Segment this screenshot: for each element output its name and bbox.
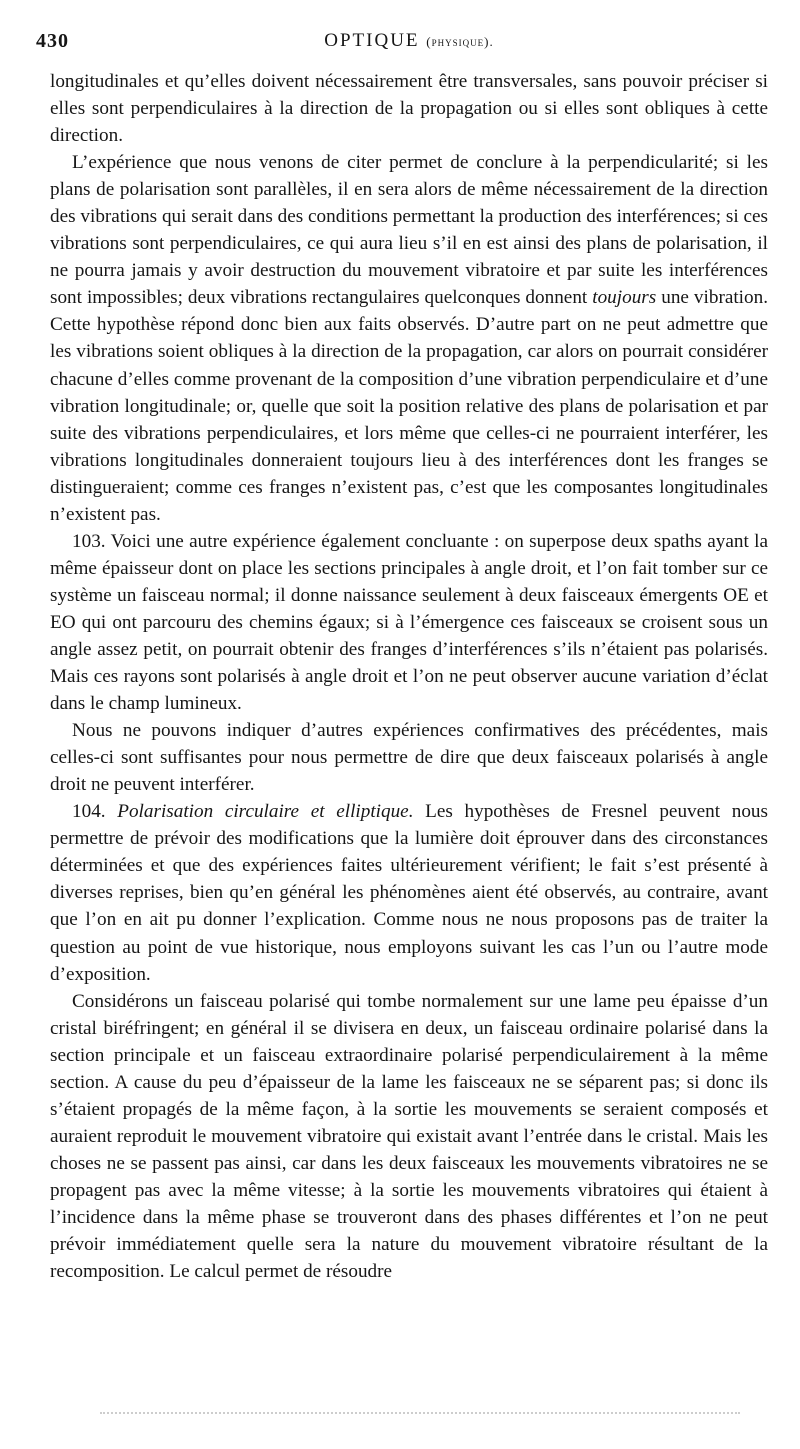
running-title-sub: (physique).	[426, 34, 494, 49]
footer-dotted-rule	[100, 1412, 740, 1415]
paragraph-3	[50, 528, 768, 717]
section-number-103: 103.	[72, 530, 106, 552]
book-page	[36, 30, 769, 1285]
paragraph-2-italic: toujours	[592, 287, 657, 309]
paragraph-4: Nous ne pouvons indiquer d’autres expériences confirmatives des précédentes, mais celles-ci sont suffisantes pour nous permettre de dire que deux faisceaux polarisés à angle droit ne peuvent interférer.	[50, 720, 768, 796]
paragraph-3-text: Voici une autre expérience également concluante : on superpose deux spaths ayant la même épaisseur dont on place les sections principales à angle droit, et l’on fait tomber sur ce système un faisceau normal; il donne naissance seulement à deux faisceaux émergents OE et EO qui ont parcouru des chemins égaux; si à l’émergence ces faisceaux se croisent sous un angle assez petit, on pourrait obtenir des franges d’interférences s’ils n’étaient pas polarisés. Mais ces rayons sont polarisés à angle droit et l’on ne peut observer aucune variation d’éclat dans le champ lumineux.	[50, 530, 768, 715]
paragraph-2-part-a: L’expérience que nous venons de citer permet de conclure à la perpendicularité; si les plans de polarisation sont parallèles, il en sera alors de même nécessairement de la direction des vibrations qui serait dans des conditions permettant la production des interférences; si ces vibrations sont perpendiculaires, ce qui aura lieu s’il en est ainsi des plans de polarisation, il ne pourra jamais y avoir destruction du mouvement vibratoire et par suite les interférences sont impossibles; deux vibrations rectangulaires quelconques donnent	[50, 152, 768, 309]
paragraph-1: longitudinales et qu’elles doivent nécessairement être transversales, sans pouvoir préciser si elles sont perpendiculaires à la direction de la propagation ou si elles sont obliques à cette direction.	[50, 71, 768, 147]
paragraph-2-part-b: une vibration. Cette hypothèse répond donc bien aux faits observés. D’autre part on ne peut admettre que les vibrations soient obliques à la direction de la propagation, car alors on pourrait considérer chacune d’elles comme provenant de la composition d’une vibration perpendiculaire et d’une vibration longitudinale; or, quelle que soit la position relative des plans de polarisation et par suite des vibrations perpendiculaires, et lors même que celles-ci ne pourraient interférer, les vibrations longitudinales donneraient toujours lieu à des interférences dont les franges se distingueraient; comme ces franges n’existent pas, c’est que les composantes longitudinales n’existent pas.	[50, 287, 769, 525]
section-title: Polarisation circulaire et elliptique.	[117, 801, 414, 823]
page-header	[36, 30, 768, 64]
running-title	[50, 30, 768, 52]
section-number-104: 104.	[72, 801, 106, 823]
paragraph-6: Considérons un faisceau polarisé qui tombe normalement sur une lame peu épaisse d’un cristal biréfringent; en général il se divisera en deux, un faisceau ordinaire polarisé dans la section principale et un faisceau extraordinaire polarisé perpendiculairement à la même section. A cause du peu d’épaisseur de la lame les faisceaux ne se séparent pas; si donc ils s’étaient propagés de la même façon, à la sortie les mouvements se seraient composés et auraient reproduit le mouvement vibratoire qui existait avant l’entrée dans le cristal. Mais les choses ne se passent pas ainsi, car dans les deux faisceaux les mouvements vibratoires ne se propagent pas avec la même vitesse; à la sortie les mouvements vibratoires qui étaient à l’incidence dans la même phase se trouveront dans des phases différentes et l’on ne peut prévoir immédiatement quelle sera la nature du mouvement vibratoire résultant de la recomposition. Le calcul permet de résoudre	[50, 990, 768, 1283]
paragraph-2	[50, 149, 768, 528]
paragraph-5	[50, 798, 768, 987]
page-number: 430	[36, 30, 69, 52]
paragraph-5-text: Les hypothèses de Fresnel peuvent nous permettre de prévoir des modifications que la lumière doit éprouver dans des circonstances déterminées et que des expériences faites ultérieurement vérifient; le fait s’est présenté à diverses reprises, bien qu’en général les phénomènes aient été observés, au contraire, avant que l’on en ait pu donner l’explication. Comme nous ne nous proposons pas de traiter la question au point de vue historique, nous employons suivant les cas l’un ou l’autre mode d’exposition.	[50, 801, 768, 985]
running-title-main: OPTIQUE	[324, 30, 420, 51]
body-text	[50, 68, 768, 1285]
